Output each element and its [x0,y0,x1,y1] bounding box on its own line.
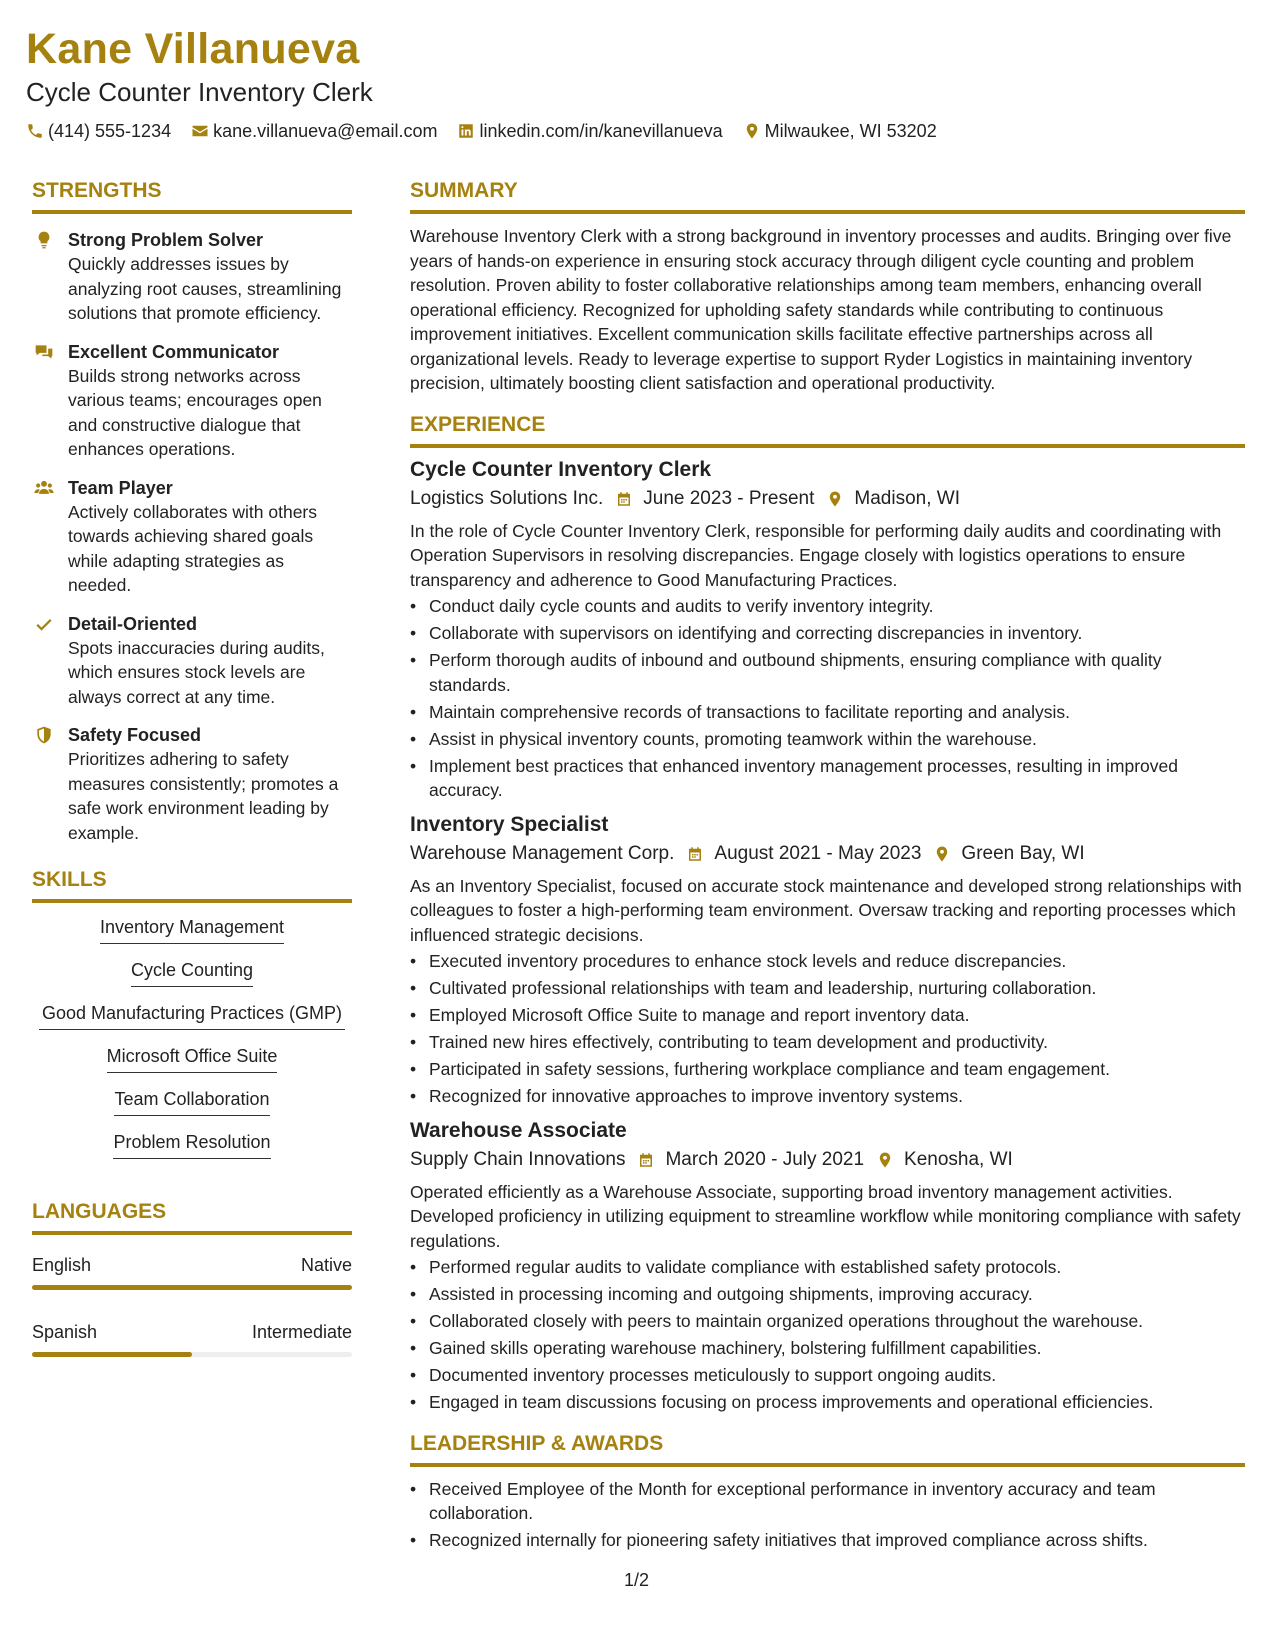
job-location: Kenosha, WI [904,1148,1013,1170]
language-name: Spanish [32,1322,98,1342]
lightbulb-icon [34,230,54,250]
candidate-name: Kane Villanueva [26,25,360,73]
comments-icon [34,342,54,362]
strength-item [32,340,352,462]
skill-item: Inventory Management [100,915,284,944]
awards-heading: LEADERSHIP & AWARDS [410,1431,1245,1467]
language-item [32,1320,352,1357]
left-column [32,178,352,1357]
job-bullet: • Employed Microsoft Office Suite to manage and report inventory data. [410,1003,1245,1028]
strength-title: Strong Problem Solver [68,230,264,250]
strength-desc: Quickly addresses issues by analyzing root causes, streamlining solutions that promote efficiency. [68,254,342,323]
contact-bar [26,120,1226,142]
linkedin-icon [457,122,475,140]
shield-icon [34,725,54,745]
job-dates: March 2020 - July 2021 [665,1148,865,1170]
job-company: Logistics Solutions Inc. [410,487,604,509]
calendar-icon [615,490,633,508]
contact-location [743,120,937,142]
language-bar [32,1285,352,1290]
language-level: Native [300,1255,352,1275]
job-bullet: • Maintain comprehensive records of transactions to facilitate reporting and analysis. [410,700,1245,725]
language-bar [32,1352,352,1357]
contact-phone[interactable] [26,120,171,142]
job-dates: June 2023 - Present [643,487,815,509]
strength-item [32,723,352,845]
strength-desc: Actively collaborates with others towards achieving shared goals while adapting strategies as needed. [68,501,317,595]
job-bullet: • Executed inventory procedures to enhance stock levels and reduce discrepancies. [410,949,1245,974]
skill-item: Microsoft Office Suite [107,1044,278,1073]
strength-item [32,612,352,710]
awards-list [410,1477,1245,1553]
job-bullet: • Cultivated professional relationships with team and leadership, nurturing collaboration. [410,976,1245,1001]
strength-item [32,228,352,326]
summary-heading: SUMMARY [410,178,1245,214]
language-item [32,1253,352,1290]
job-bullet: • Conduct daily cycle counts and audits to verify inventory integrity. [410,594,1245,619]
contact-linkedin[interactable] [457,120,722,142]
job-bullet: • Implement best practices that enhanced inventory management processes, resulting in improved accuracy. [410,754,1245,803]
job-bullet: • Participated in safety sessions, furthering workplace compliance and team engagement. [410,1057,1245,1082]
strength-item [32,476,352,598]
job-company: Supply Chain Innovations [410,1148,626,1170]
job-bullets [410,1255,1245,1415]
job-bullet: • Perform thorough audits of inbound and outbound shipments, ensuring compliance with quality standards. [410,648,1245,697]
strengths-heading: STRENGTHS [32,178,352,214]
email-text: kane.villanueva@email.com [213,121,438,141]
job-location: Madison, WI [854,487,960,509]
job-meta [410,485,1245,513]
job-bullets [410,949,1245,1109]
job-bullet: • Collaborated closely with peers to maintain organized operations throughout the warehouse. [410,1309,1245,1334]
calendar-icon [637,1151,655,1169]
map-marker-icon [933,845,951,863]
job-bullet: • Engaged in team discussions focusing on process improvements and operational efficiencies. [410,1390,1245,1415]
job-entry [410,1117,1245,1415]
summary-text: Warehouse Inventory Clerk with a strong background in inventory processes and audits. Bringing over five years of hands-on experience in ensuring stock accuracy through diligent cycle counting and problem resolution. Proven ability to foster collaborative relationships among team members, enhancing overall operational efficiency. Recognized for upholding safety standards while contributing to continuous improvement initiatives. Excellent communication skills facilitate effective partnerships across all organizational levels. Ready to leverage expertise to support Ryder Logistics in maintaining inventory precision, ultimately boosting client satisfaction and operational productivity. [410,226,1232,393]
strength-desc: Builds strong networks across various teams; encourages open and constructive dialogue that enhances operations. [68,365,322,459]
job-dates: August 2021 - May 2023 [714,842,922,864]
job-entry [410,811,1245,1109]
job-title: Warehouse Associate [410,1118,627,1142]
job-bullet: • Assisted in processing incoming and outgoing shipments, improving accuracy. [410,1282,1245,1307]
candidate-title: Cycle Counter Inventory Clerk [26,77,373,107]
job-bullet: • Recognized for innovative approaches to improve inventory systems. [410,1084,1245,1109]
languages-heading: LANGUAGES [32,1199,352,1235]
job-description: In the role of Cycle Counter Inventory Clerk, responsible for performing daily audits and coordinating with Operation Supervisors in resolving discrepancies. Engage closely with logistics operations to ensure transparency and adherence to Good Manufacturing Practices. [410,520,1222,590]
job-entry [410,456,1245,803]
experience-heading: EXPERIENCE [410,412,1245,448]
job-title: Inventory Specialist [410,812,609,836]
skill-item: Cycle Counting [131,958,253,987]
check-icon [34,614,54,634]
job-description: As an Inventory Specialist, focused on accurate stock maintenance and developed strong relationships with colleagues to foster a high-performing team environment. Oversaw tracking and reporting processes which influenced strategic decisions. [410,875,1242,945]
envelope-icon [191,122,209,140]
strength-title: Team Player [68,477,173,498]
strength-title: Detail-Oriented [68,613,198,634]
page-number: 1/2 [624,1570,650,1590]
job-title: Cycle Counter Inventory Clerk [410,457,712,481]
award-item: • Recognized internally for pioneering safety initiatives that improved compliance across shifts. [410,1528,1245,1553]
language-bar-fill [32,1352,192,1357]
calendar-icon [686,845,704,863]
contact-email[interactable] [191,120,437,142]
location-text: Milwaukee, WI 53202 [764,121,937,141]
linkedin-text: linkedin.com/in/kanevillanueva [479,121,723,141]
phone-icon [26,122,44,140]
job-bullet: • Assist in physical inventory counts, promoting teamwork within the warehouse. [410,727,1245,752]
strength-desc: Prioritizes adhering to safety measures consistently; promotes a safe work environment leading by example. [68,749,339,843]
job-description: Operated efficiently as a Warehouse Associate, supporting broad inventory management activities. Developed proficiency in utilizing equipment to streamline workflow while monitoring compliance with safety regulations. [410,1181,1241,1251]
resume-header [26,24,1226,142]
job-location: Green Bay, WI [961,842,1085,864]
language-bar-fill [32,1285,352,1290]
job-bullet: • Performed regular audits to validate compliance with established safety protocols. [410,1255,1245,1280]
map-marker-icon [876,1151,894,1169]
users-icon [34,478,54,498]
language-level: Intermediate [251,1322,352,1342]
strength-title: Safety Focused [68,725,202,745]
strength-desc: Spots inaccuracies during audits, which ensures stock levels are always correct at any time. [68,637,325,707]
job-bullet: • Trained new hires effectively, contributing to team development and productivity. [410,1030,1245,1055]
skills-list [32,915,352,1159]
job-meta [410,1146,1245,1174]
map-marker-icon [826,490,844,508]
skill-item: Problem Resolution [113,1130,270,1159]
right-column [410,178,1245,1555]
map-marker-icon [743,122,761,140]
skill-item: Good Manufacturing Practices (GMP) [39,1001,345,1030]
phone-text: (414) 555-1234 [48,121,172,141]
strength-title: Excellent Communicator [68,341,280,362]
job-bullet: • Collaborate with supervisors on identifying and correcting discrepancies in inventory. [410,621,1245,646]
skills-heading: SKILLS [32,867,352,903]
job-bullet: • Documented inventory processes meticulously to support ongoing audits. [410,1363,1245,1388]
job-bullet: • Gained skills operating warehouse machinery, bolstering fulfillment capabilities. [410,1336,1245,1361]
job-bullets [410,594,1245,803]
award-item: • Received Employee of the Month for exceptional performance in inventory accuracy and team collaboration. [410,1477,1245,1526]
skill-item: Team Collaboration [114,1087,269,1116]
experience-list [410,456,1245,1415]
job-company: Warehouse Management Corp. [410,842,675,864]
job-meta [410,840,1245,868]
language-name: English [32,1255,92,1275]
